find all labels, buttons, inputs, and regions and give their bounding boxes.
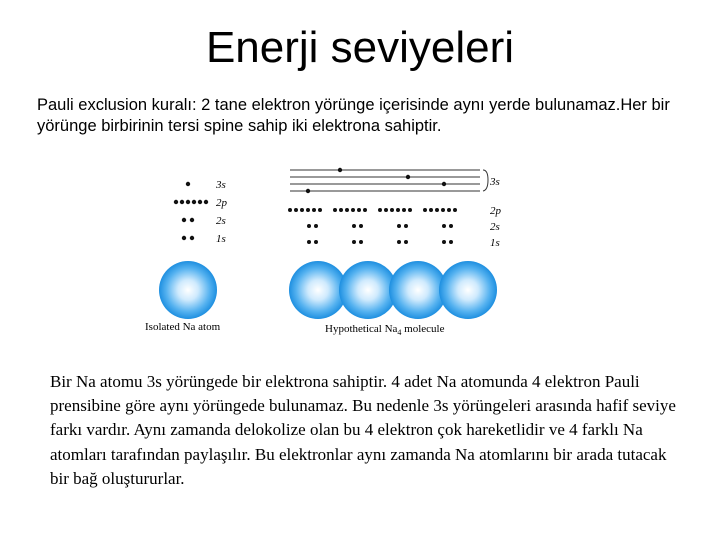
electrons-1s xyxy=(182,236,194,240)
energy-level-figure xyxy=(140,160,520,340)
level-label-1s: 1s xyxy=(216,233,226,245)
slide-title: Enerji seviyeleri xyxy=(205,23,515,72)
level-label-2s: 2s xyxy=(216,215,226,227)
molecule-1s-electrons xyxy=(307,240,453,244)
na-sphere-3 xyxy=(389,261,447,319)
level-label-3s: 3s xyxy=(216,179,226,191)
na-sphere-2 xyxy=(339,261,397,319)
molecule-2p-electrons xyxy=(288,208,457,212)
isolated-atom-caption: Isolated Na atom xyxy=(145,321,221,333)
electron-3s xyxy=(186,182,190,186)
molecule-2s-electrons xyxy=(307,224,453,228)
level-label-2p: 2p xyxy=(216,197,227,209)
molecule-label-1s: 1s xyxy=(490,237,500,249)
intro-text: Pauli exclusion kuralı: 2 tane elektron yörünge içerisinde aynı yerde bulunamaz.Her bir yörünge birbirinin tersi spine sahip iki elektrona sahiptir. xyxy=(37,96,670,135)
molecule-spheres xyxy=(289,261,497,319)
molecule-label-2p: 2p xyxy=(490,205,501,217)
na-sphere-4 xyxy=(439,261,497,319)
isolated-atom-levels xyxy=(174,179,228,245)
energy-level-diagram xyxy=(140,160,520,340)
explanation-text: Bir Na atomu 3s yörüngede bir elektrona sahiptir. 4 adet Na atomunda 4 elektron Pauli prensibine göre aynı yörüngede bulunamaz. Bu nedenle 3s yörüngeleri arasında hafif seviye farkı vardır. Aynı zamanda delokolize olan bu 4 elektron çok hareketlidir ve 4 farklı Na atomları tarafından paylaşılır. Bu elektronlar aynı zamanda Na atomlarını bir arada tutacak bir bağ oluştururlar. xyxy=(50,372,676,488)
molecule-3s-band xyxy=(290,170,488,191)
molecule-label-3s: 3s xyxy=(490,176,500,188)
molecule-3s-electrons xyxy=(306,168,446,193)
electrons-2s xyxy=(182,218,194,222)
molecule-caption: Hypothetical $Na_4$ molecule xyxy=(325,323,445,337)
na-sphere-1 xyxy=(289,261,347,319)
isolated-na-sphere xyxy=(159,261,217,319)
molecule-label-2s: 2s xyxy=(490,221,500,233)
electrons-2p xyxy=(174,200,208,204)
